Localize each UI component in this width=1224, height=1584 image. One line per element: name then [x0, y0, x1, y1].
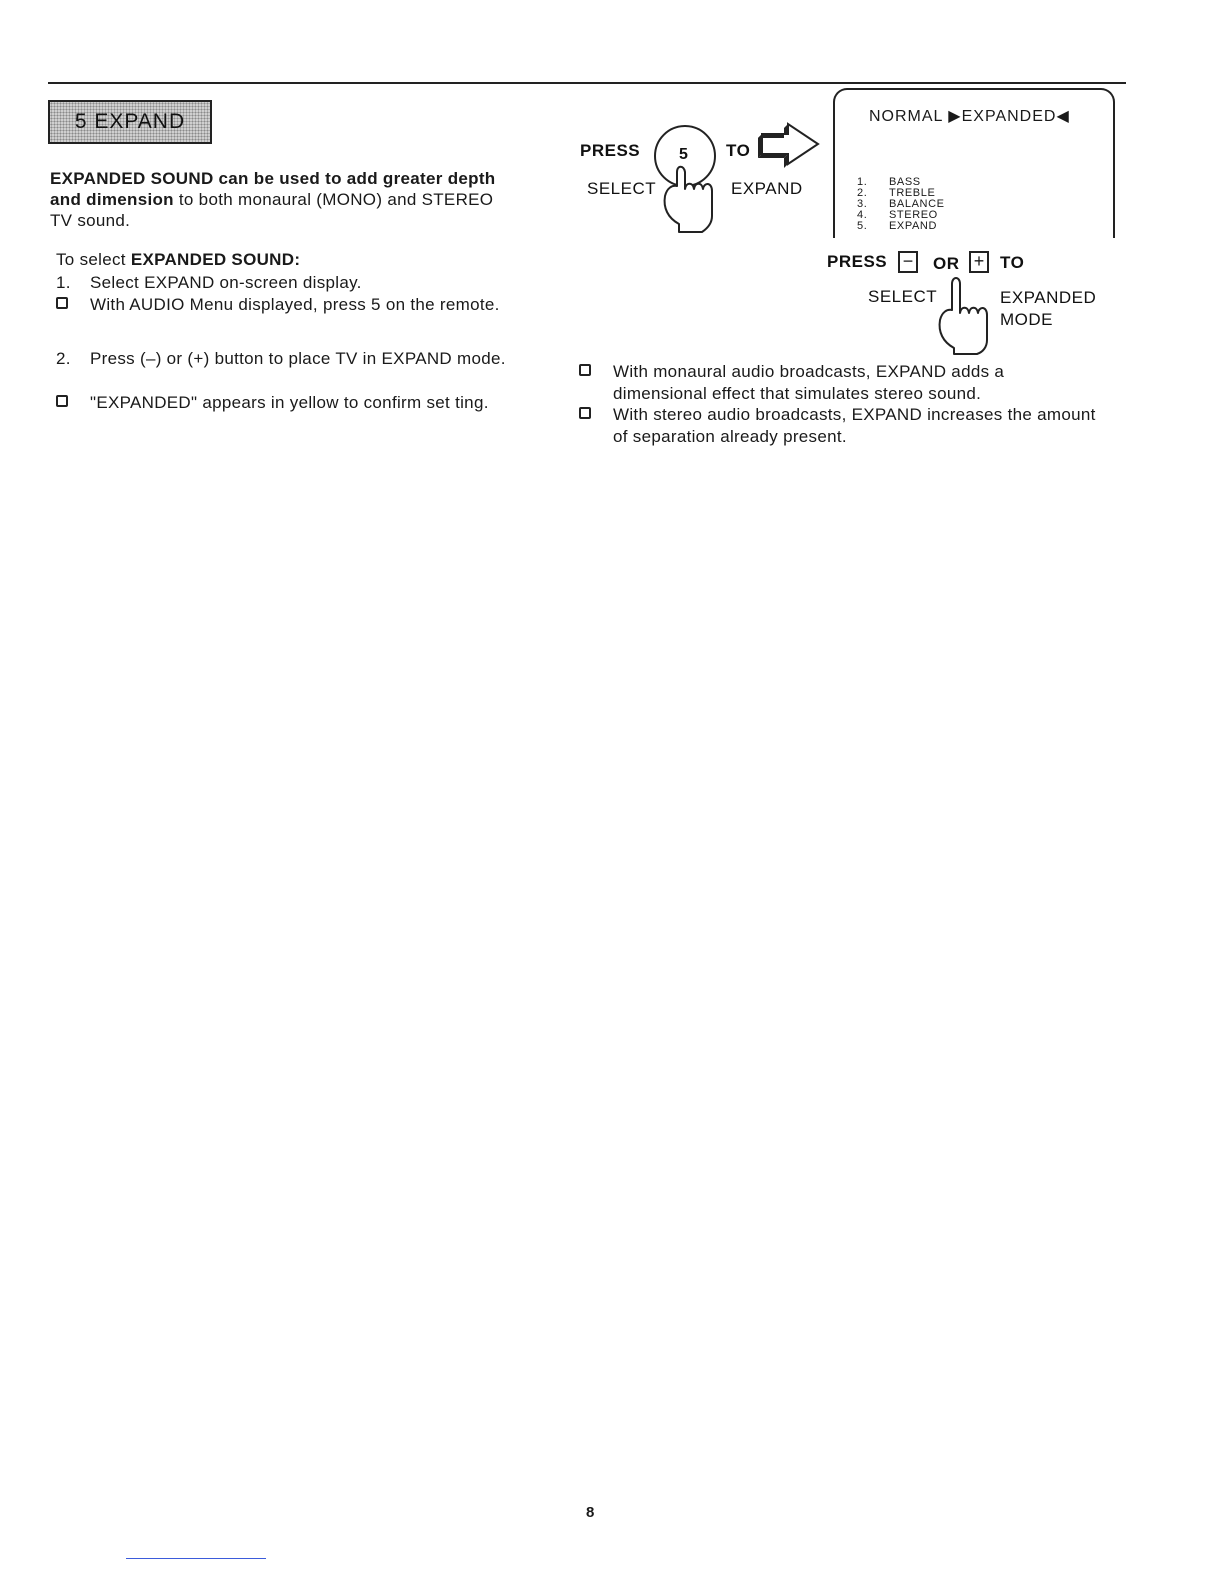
osd-audio-menu: [833, 88, 1115, 238]
intro-paragraph: [50, 168, 520, 231]
osd-item-number: 4.: [857, 209, 868, 221]
top-rule: [48, 82, 1126, 84]
step-number: 2.: [56, 349, 71, 368]
step-text: "EXPANDED" appears in yellow to confirm set ting.: [90, 393, 489, 412]
arrow-right-icon: [756, 120, 822, 168]
minus-key: −: [898, 251, 918, 273]
step-1-note: [56, 294, 506, 316]
key-5-circle: [646, 118, 720, 246]
note-monaural: [579, 361, 1099, 405]
diagram-mode-label: MODE: [1000, 310, 1053, 329]
note-text: With monaural audio broadcasts, EXPAND adds a dimensional effect that simulates stereo sound.: [613, 362, 1005, 403]
key-5-label: 5: [679, 146, 689, 163]
section-title-tag: 5 EXPAND: [48, 100, 212, 144]
step-1: [56, 272, 526, 294]
step-2-note: [56, 392, 528, 414]
checkbox-bullet-icon: [579, 407, 591, 419]
osd-item-label: TREBLE: [889, 187, 936, 199]
diagram-press-label: PRESS: [827, 252, 888, 271]
intro-bold: EXPANDED SOUND can be used to add greater depth and dimension: [50, 169, 496, 209]
diagram-press-label: PRESS: [580, 141, 641, 160]
checkbox-bullet-icon: [579, 364, 591, 376]
osd-item-number: 2.: [857, 187, 868, 199]
step-text: With AUDIO Menu displayed, press 5 on the remote.: [90, 295, 500, 314]
page-number: 8: [586, 1504, 595, 1521]
diagram-select-label: SELECT: [868, 287, 938, 306]
osd-item-number: 1.: [857, 176, 868, 188]
subheading: [56, 250, 300, 270]
diagram-select-label: SELECT: [587, 179, 657, 198]
footer-line: [126, 1558, 266, 1559]
osd-item-label: EXPAND: [889, 220, 938, 232]
plus-key: +: [969, 251, 989, 273]
step-text: Select EXPAND on-screen display.: [90, 273, 362, 292]
osd-item-label: BALANCE: [889, 198, 945, 210]
osd-item: [857, 221, 937, 232]
step-text: Press (–) or (+) button to place TV in EXPAND mode.: [90, 349, 506, 368]
diagram-to-label: TO: [1000, 253, 1025, 272]
diagram-to-label: TO: [726, 141, 751, 160]
checkbox-bullet-icon: [56, 395, 68, 407]
osd-item-number: 3.: [857, 198, 868, 210]
note-text: With stereo audio broadcasts, EXPAND increases the amount of separation already present.: [613, 405, 1096, 446]
note-stereo: [579, 404, 1099, 448]
step-number: 1.: [56, 273, 71, 292]
osd-item-number: 5.: [857, 220, 868, 232]
subheading-prefix: To select: [56, 250, 131, 269]
osd-item-label: BASS: [889, 176, 921, 188]
intro-rest: to both monaural (MONO) and STEREO TV sound.: [50, 190, 494, 230]
diagram-or-label: OR: [933, 254, 960, 273]
checkbox-bullet-icon: [56, 297, 68, 309]
diagram-expand-label: EXPAND: [731, 179, 803, 198]
subheading-bold: EXPANDED SOUND:: [130, 250, 301, 269]
pointing-hand-icon: [930, 274, 1000, 356]
step-2: [56, 348, 526, 370]
osd-header: NORMAL ▶EXPANDED◀: [869, 108, 1070, 125]
diagram-expanded-label: EXPANDED: [1000, 288, 1097, 307]
osd-item-label: STEREO: [889, 209, 938, 221]
